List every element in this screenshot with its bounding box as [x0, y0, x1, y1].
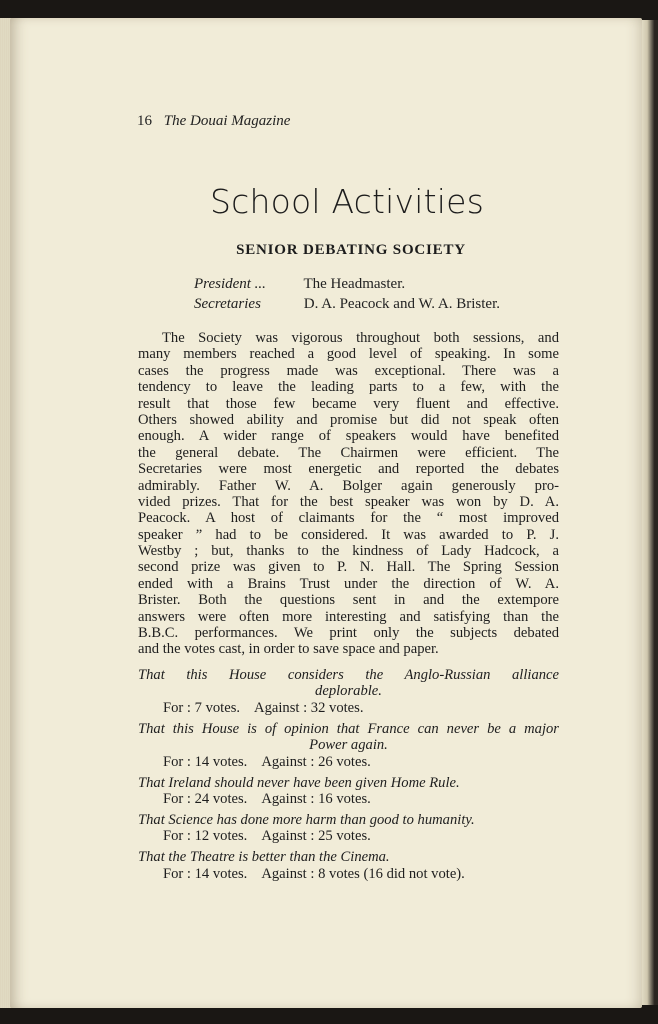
vote-result: [138, 828, 559, 845]
debate-motion: [138, 849, 559, 865]
debate-motion: [138, 721, 559, 754]
paragraph-line: and the votes cast, in order to save space and paper.: [138, 641, 439, 658]
officer-name: D. A. Peacock and W. A. Brister.: [303, 296, 500, 312]
paragraph-line: ended with a Brains Trust under the direction of W. A.: [138, 575, 559, 592]
officer-name: The Headmaster.: [303, 276, 406, 292]
paragraph-line: vided prizes. That for the best speaker was won by D. A.: [138, 493, 559, 510]
page-number: 16: [137, 113, 152, 129]
debate-motion: [138, 667, 559, 700]
running-header: [137, 113, 290, 130]
officer-role: President ...: [194, 276, 266, 292]
officers-list: [194, 276, 500, 316]
page-title: School Activities: [210, 182, 484, 221]
paragraph-line: tendency to leave the leading parts to a few, with the: [138, 379, 559, 396]
debates-list: [138, 667, 559, 887]
motion-line: That Ireland should never have been given Home Rule.: [138, 774, 460, 791]
vote-result: [138, 791, 559, 808]
paragraph-line: the general debate. The Chairmen were efficient. The: [138, 444, 559, 461]
officer-row: [194, 296, 500, 316]
votes-against: Against : 8 votes (16 did not vote).: [261, 865, 465, 882]
votes-for: For : 12 votes.: [163, 828, 248, 845]
paragraph-line: B.B.C. performances. We print only the subjects debated: [138, 625, 559, 642]
paragraph-line: Brister. Both the questions sent in and the extempore: [138, 592, 559, 609]
motion-line: deplorable.: [315, 683, 382, 700]
votes-for: For : 7 votes.: [163, 699, 241, 716]
debate-motion: [138, 812, 559, 828]
debate-motion: [138, 775, 559, 791]
section-subtitle: SENIOR DEBATING SOCIETY: [236, 242, 466, 258]
votes-against: Against : 16 votes.: [261, 791, 371, 808]
paragraph-line: many members reached a good level of speaking. In some: [138, 346, 559, 363]
paragraph-line: Secretaries were most energetic and reported the debates: [138, 461, 559, 478]
motion-line: That this House is of opinion that France can never be a major: [138, 720, 559, 737]
motion-line: That this House considers the Anglo-Russian alliance: [138, 667, 559, 683]
votes-for: For : 24 votes.: [163, 791, 248, 808]
vote-result: [138, 754, 559, 771]
paragraph-line: cases the progress made was exceptional. There was a: [138, 362, 559, 379]
magazine-title: The Douai Magazine: [163, 113, 291, 129]
votes-against: Against : 25 votes.: [261, 828, 371, 845]
vote-result: [138, 866, 559, 883]
paragraph-line: Peacock. A host of claimants for the “ most improved: [138, 510, 559, 527]
paragraph-line: result that those few became very fluent and effective.: [138, 395, 559, 412]
votes-against: Against : 26 votes.: [261, 753, 371, 770]
page-right-edge: [640, 20, 658, 1005]
votes-for: For : 14 votes.: [163, 753, 248, 770]
paragraph-line: The Society was vigorous throughout both sessions, and: [162, 330, 559, 346]
vote-result: [138, 700, 559, 717]
motion-line: That the Theatre is better than the Cinema.: [138, 849, 390, 866]
motion-line: That Science has done more harm than good to humanity.: [138, 812, 475, 829]
report-paragraph: [138, 330, 559, 658]
officer-role: Secretaries: [194, 296, 261, 312]
motion-line: Power again.: [309, 737, 388, 754]
votes-for: For : 14 votes.: [163, 865, 248, 882]
votes-against: Against : 32 votes.: [254, 699, 364, 716]
officer-row: [194, 276, 500, 296]
paragraph-line: admirably. Father W. A. Bolger again generously pro-: [138, 477, 559, 494]
paragraph-line: enough. A wider range of speakers would have benefited: [138, 428, 559, 445]
paragraph-line: Westby ; but, thanks to the kindness of Lady Hadcock, a: [138, 543, 559, 560]
paragraph-line: Others showed ability and promise but did not speak often: [138, 411, 559, 428]
paragraph-line: second prize was given to P. N. Hall. The Spring Session: [138, 559, 559, 576]
paragraph-line: speaker ” had to be considered. It was awarded to P. J.: [138, 526, 559, 543]
paragraph-line: answers were often more interesting and satisfying than the: [138, 608, 559, 625]
